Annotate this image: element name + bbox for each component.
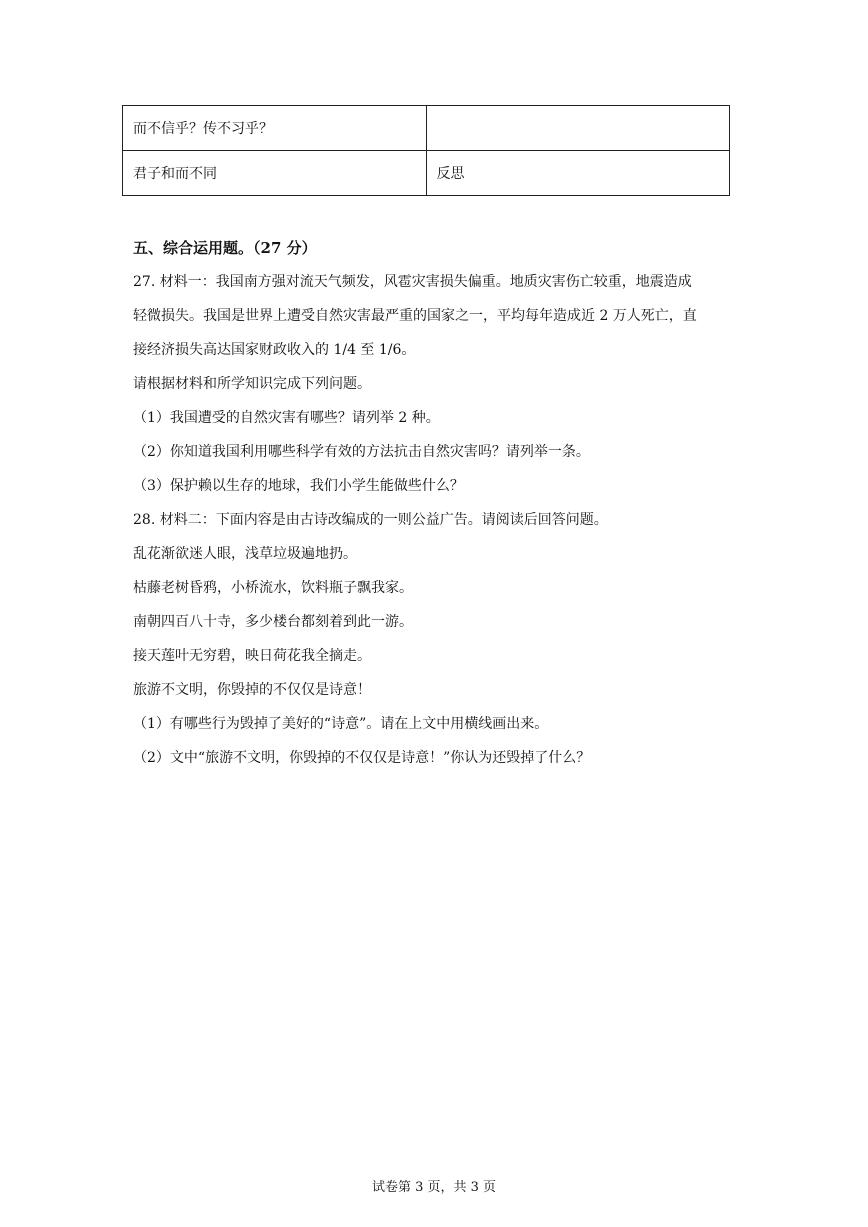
poem-line: 旅游不文明，你毁掉的不仅仅是诗意！: [133, 682, 371, 698]
section-title: 五、综合运用题。（27 分）: [133, 239, 317, 257]
table-row: [123, 151, 730, 196]
table-row: [123, 106, 730, 151]
question-line: 接经济损失高达国家财政收入的 1/4 至 1/6。: [133, 342, 416, 358]
question-line: （3）保护赖以生存的地球，我们小学生能做些什么？: [133, 478, 464, 494]
table-cell-left: 而不信乎？传不习乎？: [123, 106, 427, 151]
page-footer: 试卷第 3 页，共 3 页: [371, 1180, 497, 1195]
question-27: [133, 265, 743, 503]
question-28: [133, 503, 743, 775]
question-line: （1）我国遭受的自然灾害有哪些？请列举 2 种。: [133, 410, 440, 426]
matching-table: [122, 105, 730, 196]
table-cell-right: 反思: [426, 151, 730, 196]
question-line: 轻微损失。我国是世界上遭受自然灾害最严重的国家之一，平均每年造成近 2 万人死亡，直: [133, 308, 697, 324]
poem-line: 接天莲叶无穷碧，映日荷花我全摘走。: [133, 648, 371, 664]
question-line: （2）文中“旅游不文明，你毁掉的不仅仅是诗意！”你认为还毁掉了什么？: [133, 750, 591, 766]
table-cell-left: 君子和而不同: [123, 151, 427, 196]
question-line: （1）有哪些行为毁掉了美好的“诗意”。请在上文中用横线画出来。: [133, 716, 549, 732]
question-line: 请根据材料和所学知识完成下列问题。: [133, 376, 371, 392]
table-cell-right: [426, 106, 730, 151]
poem-line: 乱花渐欲迷人眼，浅草垃圾遍地扔。: [133, 546, 357, 562]
question-line: （2）你知道我国利用哪些科学有效的方法抗击自然灾害吗？请列举一条。: [133, 444, 590, 460]
question-line: 28. 材料二：下面内容是由古诗改编成的一则公益广告。请阅读后回答问题。: [133, 512, 608, 528]
poem-line: 枯藤老树昏鸦，小桥流水，饮料瓶子飘我家。: [133, 580, 413, 596]
question-line: 27. 材料一：我国南方强对流天气频发，风雹灾害损失偏重。地质灾害伤亡较重，地震造成: [133, 274, 692, 290]
poem-line: 南朝四百八十寺，多少楼台都刻着到此一游。: [133, 614, 413, 630]
